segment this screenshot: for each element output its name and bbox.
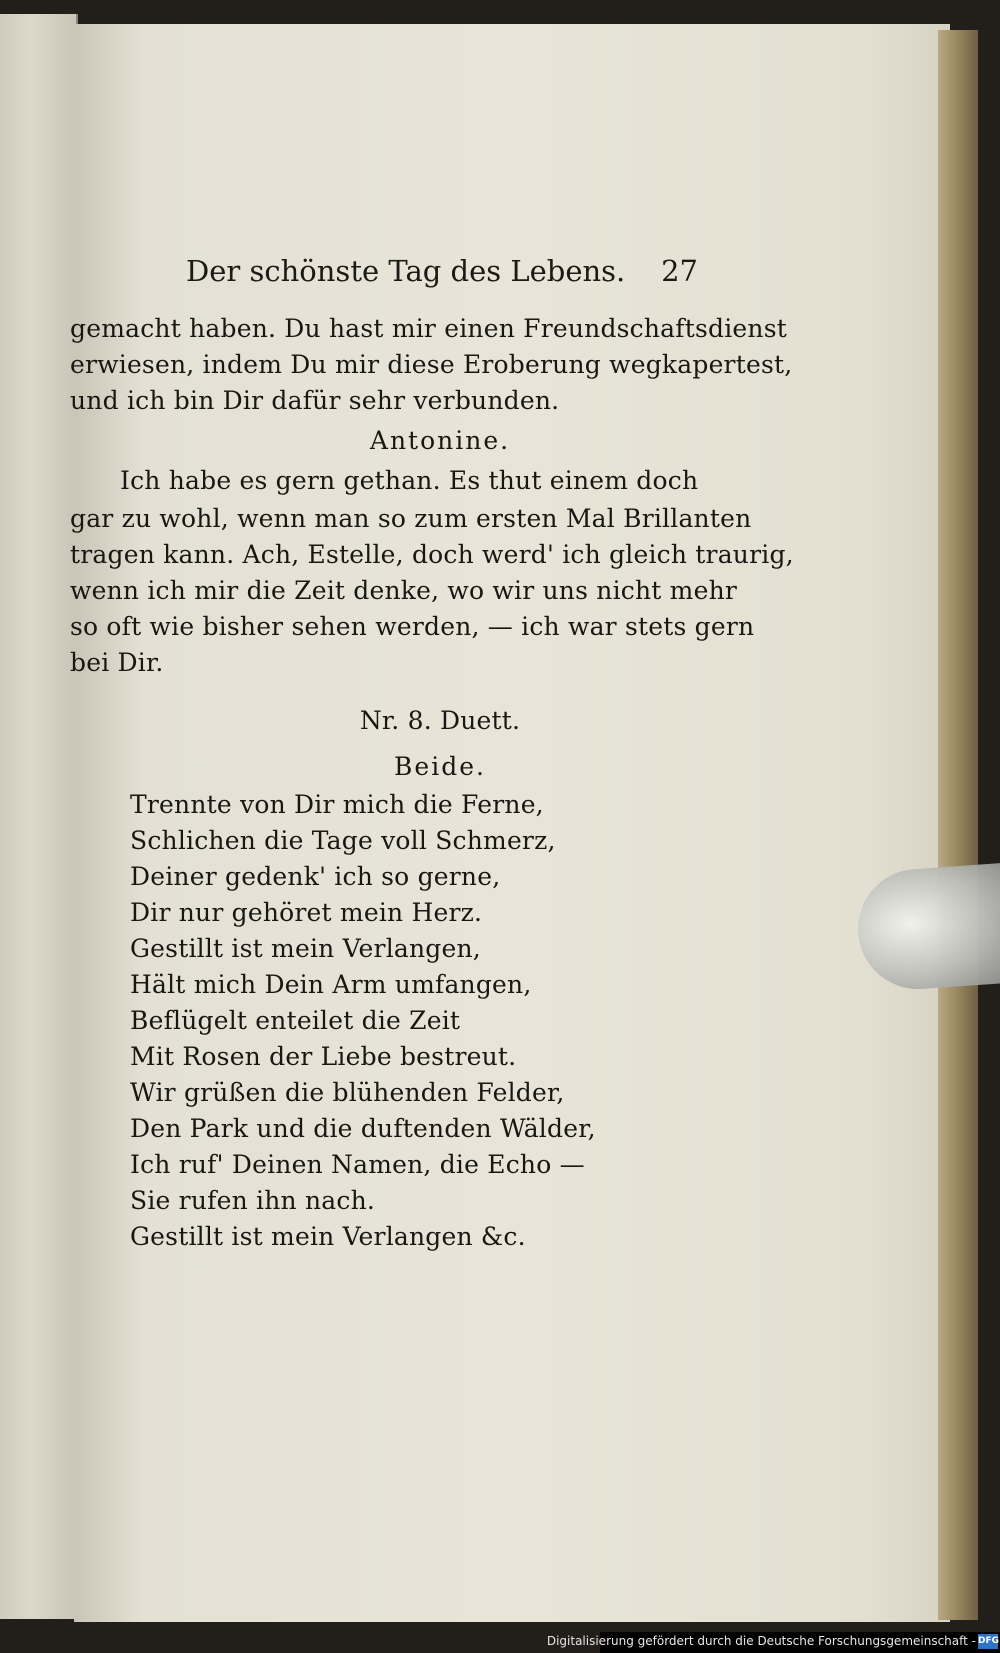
verse-line: Gestillt ist mein Verlangen &c. [130,1222,526,1251]
digitization-credit [546,1632,1000,1653]
verse-line: Trennte von Dir mich die Ferne, [130,790,544,819]
dfg-logo: DFG [978,1634,998,1649]
text-line: so oft wie bisher sehen werden, — ich war stets gern [70,612,755,641]
text-line: bei Dir. [70,648,164,677]
page-block-edge [938,30,978,1620]
text-line: und ich bin Dir dafür sehr verbunden. [70,386,560,415]
verse-line: Den Park und die duftenden Wälder, [130,1114,596,1143]
verse-line: Ich ruf' Deinen Namen, die Echo — [130,1150,585,1179]
text-line: wenn ich mir die Zeit denke, wo wir uns nicht mehr [70,576,738,605]
running-title: Der schönste Tag des Lebens. [186,254,626,288]
speaker-heading: Beide. [394,752,486,781]
page-number: 27 [661,254,698,288]
section-title: Nr. 8. Duett. [359,706,521,735]
verse-line: Deiner gedenk' ich so gerne, [130,862,501,891]
verse-line: Beflügelt enteilet die Zeit [130,1006,461,1035]
verse-line: Dir nur gehöret mein Herz. [130,898,483,927]
verse-line: Schlichen die Tage voll Schmerz, [130,826,556,855]
speaker-heading: Antonine. [369,426,511,455]
verse-line: Hält mich Dein Arm umfangen, [130,970,532,999]
verse-line: Mit Rosen der Liebe bestreut. [130,1042,517,1071]
text-line: gar zu wohl, wenn man so zum ersten Mal Brillanten [70,504,752,533]
facing-page-edge [0,14,78,1619]
page-header [186,254,698,294]
text-line: erwiesen, indem Du mir diese Eroberung wegkapertest, [70,350,793,379]
verse-line: Sie rufen ihn nach. [130,1186,376,1215]
text-line: gemacht haben. Du hast mir einen Freundschaftsdienst [70,314,787,343]
text-line: tragen kann. Ach, Estelle, doch werd' ich gleich traurig, [70,540,794,569]
verse-line: Gestillt ist mein Verlangen, [130,934,481,963]
credit-text: Digitalisierung gefördert durch die Deutsche Forschungsgemeinschaft - [546,1634,976,1648]
text-line: Ich habe es gern gethan. Es thut einem doch [120,466,699,495]
verse-line: Wir grüßen die blühenden Felder, [130,1078,565,1107]
